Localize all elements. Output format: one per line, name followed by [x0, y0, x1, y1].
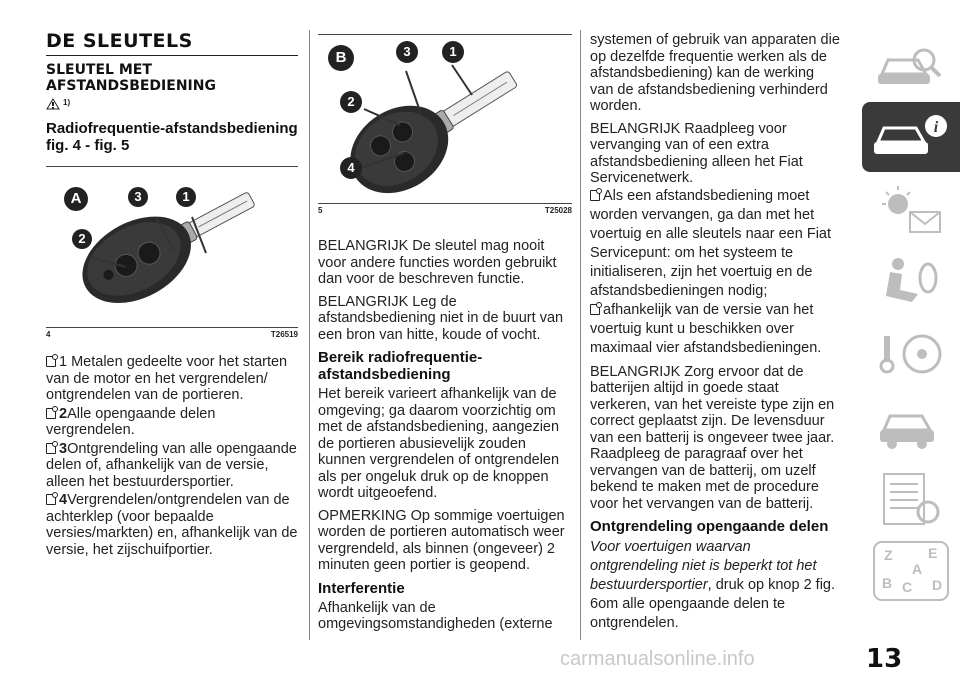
list-item-num: 4 — [59, 492, 68, 508]
list-item — [46, 354, 298, 404]
column-divider — [309, 30, 310, 640]
fig5-code: T25028 — [544, 206, 572, 215]
bullet-icon — [46, 356, 56, 367]
svg-text:E: E — [928, 545, 938, 561]
warning-ref: 1) — [63, 98, 71, 107]
column-3 — [590, 0, 840, 633]
bullet-icon — [590, 304, 600, 315]
bullet-icon — [46, 494, 56, 505]
paragraph: BELANGRIJK Leg de afstandsbediening niet in de buurt van een bron van hitte, koude of vocht. — [318, 293, 564, 343]
tab-warning-lights[interactable] — [862, 176, 960, 246]
fig4-label-3: 3 — [128, 187, 148, 207]
bullet-icon — [590, 190, 600, 201]
fig5-label-1: 1 — [442, 41, 464, 63]
paragraph: OPMERKING Op sommige voertuigen worden de portieren automatisch weer vergrendeld, als binnen (ongeveer) 2 minuten geen portier is geopend. — [318, 507, 565, 573]
list-item — [46, 441, 298, 491]
warning-hand-icon — [46, 98, 60, 110]
paragraph: Het bereik varieert afhankelijk van de omgeving; ga daarom voorzichtig om met de afstandsbediening, aangezien de portieren abusievelijk zouden kunnen vergrendelen of ontgrendelen als per ongeluk druk op de knoppen wordt uitgeoefend. — [318, 386, 560, 501]
heading-unlock: Ontgrendeling opengaande delen — [590, 518, 829, 535]
italic-text: Voor voertuigen waarvan ontgrendeling niet is beperkt tot het bestuurdersportier — [590, 539, 817, 593]
svg-text:i: i — [933, 119, 939, 136]
tab-alphabet-index[interactable] — [862, 536, 960, 606]
list-item-text: Alle opengaande delen vergrendelen. — [46, 405, 216, 438]
paragraph: BELANGRIJK De sleutel mag nooit voor andere functies worden gebruikt dan voor de beschreven functie. — [318, 238, 557, 287]
car-search-icon — [862, 30, 960, 100]
list-item-text: Vergrendelen/ontgrendelen van de achterklep (voor bepaalde versies/markten) en, afhankelijk van de versie, het zijschuifportier. — [46, 492, 298, 558]
paragraph: BELANGRIJK Raadpleeg voor vervanging van of een extra afstandsbediening alleen het Fiat Servicenetwerk. — [590, 120, 803, 186]
fig5-label-b: B — [328, 45, 354, 71]
heading-interference: Interferentie — [318, 579, 405, 597]
warning-lights-icon — [862, 176, 960, 246]
fig5-label-4: 4 — [340, 157, 362, 179]
bullet-icon — [46, 443, 56, 454]
fig5-label-3: 3 — [396, 41, 418, 63]
tab-specs-list[interactable] — [862, 464, 960, 534]
tab-car-info[interactable] — [862, 102, 960, 172]
tab-airbag-seat[interactable] — [862, 248, 960, 318]
fig4-label-a: A — [64, 187, 88, 211]
page-number: 13 — [866, 644, 903, 674]
list-item-num: 3 — [59, 440, 68, 457]
bullet-text: Als een afstandsbediening moet worden vervangen, ga dan met het voertuig en alle sleutels naar een Fiat Servicepunt: om het systeem te initialiseren, zijn het voertuig en de afstandsbedieningen nodig; — [590, 187, 832, 299]
watermark: carmanualsonline.info — [560, 648, 755, 670]
fig4-label-2: 2 — [72, 229, 92, 249]
tab-car-service[interactable] — [862, 392, 960, 462]
figure-4 — [46, 167, 298, 327]
svg-text:B: B — [882, 575, 893, 591]
list-item — [46, 492, 298, 558]
fig5-number: 5 — [318, 206, 323, 215]
section-title: SLEUTEL MET AFSTANDSBEDIENING — [46, 62, 216, 94]
steering-key-icon — [862, 320, 960, 390]
column-2 — [318, 0, 572, 633]
svg-text:A: A — [912, 561, 923, 577]
paragraph: Afhankelijk van de omgevingsomstandigheden (externe — [318, 599, 553, 632]
alphabet-index-icon — [862, 536, 960, 606]
paragraph: BELANGRIJK Zorg ervoor dat de batterijen altijd in goede staat verkeren, van het vereiste type zijn en correct geplaatst zijn. De levensduur van een batterij is ongeveer twee jaar. Raadpleeg de paragraaf over het vervangen van de batterij, om uzelf bekend te maken met de procedure voor het vervangen van de batterij. — [590, 363, 835, 512]
key-parts-list — [46, 354, 298, 558]
car-info-icon — [862, 102, 960, 172]
list-item — [46, 406, 298, 439]
svg-text:D: D — [932, 577, 943, 593]
figure-5 — [318, 35, 572, 203]
heading-range: Bereik radiofrequentie-afstandsbediening — [318, 349, 483, 383]
page-title: DE SLEUTELS — [46, 30, 193, 52]
bullet-icon — [46, 408, 56, 419]
car-service-icon — [862, 392, 960, 462]
fig4-number: 4 — [46, 330, 51, 339]
bullet-item — [590, 301, 840, 358]
list-item-text: 1 Metalen gedeelte voor het starten van de motor en het vergrendelen/ ontgrendelen van de portieren. — [46, 354, 288, 403]
airbag-seat-icon — [862, 248, 960, 318]
warning-ref-row — [46, 98, 298, 112]
tab-steering-key[interactable] — [862, 320, 960, 390]
fig4-label-1: 1 — [176, 187, 196, 207]
column-1 — [46, 0, 298, 558]
list-item-text: Ontgrendeling van alle opengaande delen of, afhankelijk van de versie, alleen het bestuurdersportier. — [46, 440, 297, 490]
svg-text:Z: Z — [884, 547, 893, 563]
specs-list-icon — [862, 464, 960, 534]
bullet-text: afhankelijk van de versie van het voertuig kunt u beschikken over maximaal vier afstandsbedieningen. — [590, 301, 822, 356]
paragraph-text: , druk op knop 2 fig. 6om alle opengaande delen te ontgrendelen. — [590, 577, 836, 631]
column-divider — [580, 30, 581, 640]
subsection-title: Radiofrequentie-afstandsbediening fig. 4 - fig. 5 — [46, 120, 298, 154]
fig5-label-2: 2 — [340, 91, 362, 113]
paragraph — [590, 538, 840, 633]
bullet-item — [590, 187, 840, 301]
paragraph: systemen of gebruik van apparaten die op dezelfde frequentie werken als de afstandsbediening) kan de werking van de afstandsbediening verhinderd worden. — [590, 32, 840, 114]
svg-text:C: C — [902, 579, 913, 595]
fig4-code: T26519 — [270, 330, 298, 339]
tab-car-search[interactable] — [862, 30, 960, 100]
list-item-num: 2 — [59, 405, 68, 422]
